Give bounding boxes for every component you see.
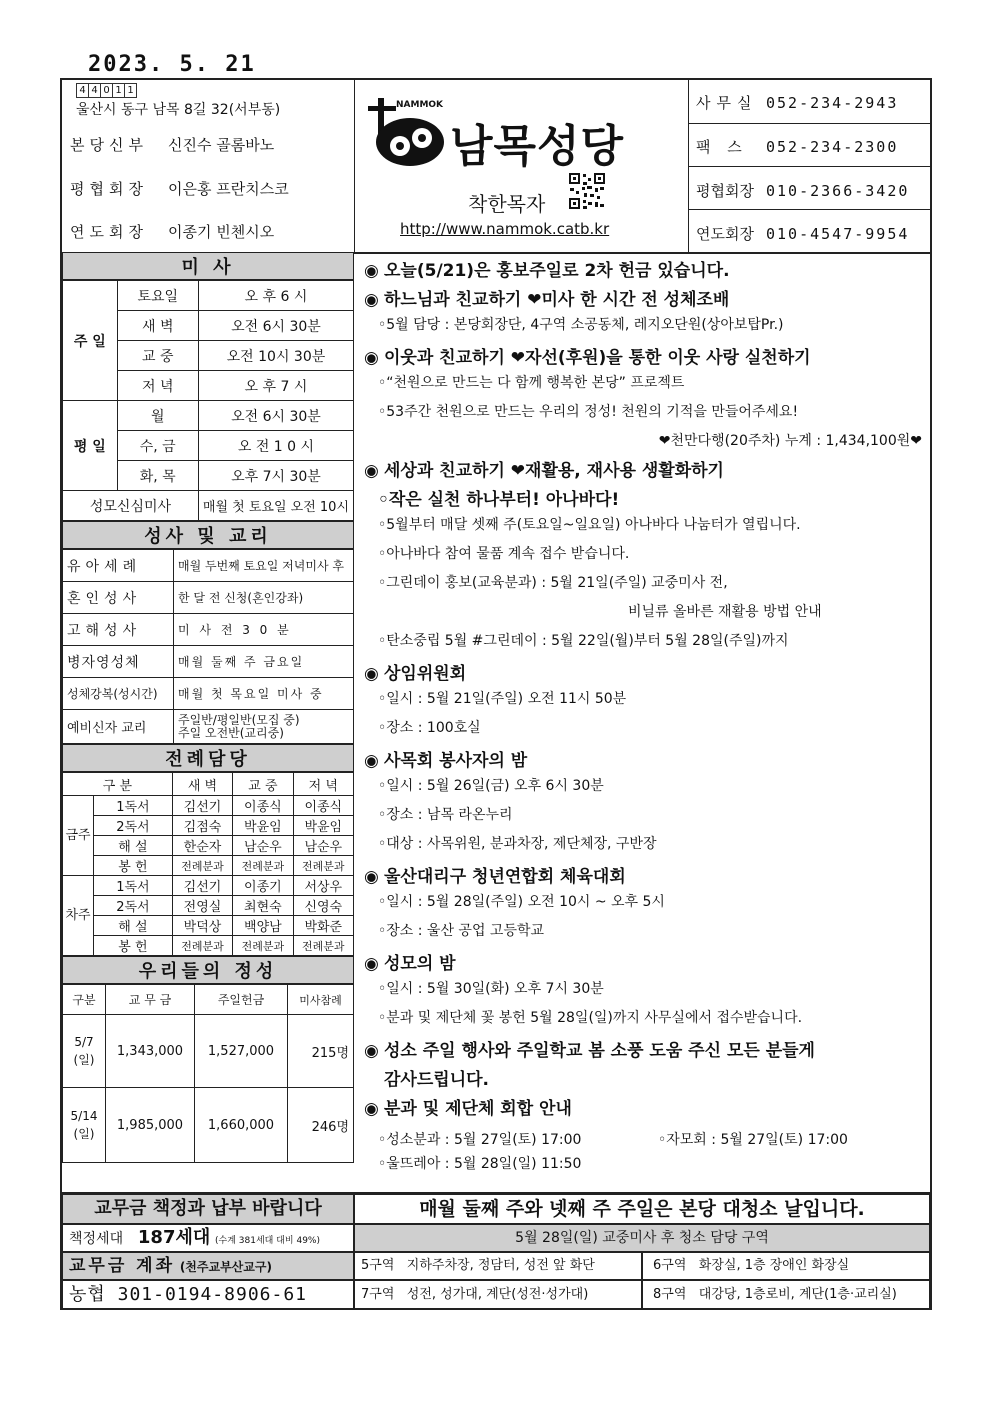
notice-heading-text: 성소 주일 행사와 주일학교 봄 소풍 도움 주신 모든 분들게 xyxy=(384,1041,815,1061)
zone-area: 대강당, 1층로비, 계단(1층·교리실) xyxy=(698,1287,897,1302)
zone-area: 화장실, 1층 장애인 화장실 xyxy=(698,1258,850,1273)
cell: 최현숙 xyxy=(233,896,293,916)
date-text: 5/7 xyxy=(74,1035,94,1049)
sacrament-value: 한 달 전 신청(혼인강좌) xyxy=(174,582,354,614)
cell: 박덕상 xyxy=(172,916,232,936)
offering-dues: 1,343,000 xyxy=(106,1015,195,1088)
cleaning-subtitle: 5월 28일(일) 교중미사 후 청소 담당 구역 xyxy=(354,1224,930,1252)
households-label: 책정세대 xyxy=(69,1231,124,1247)
zone-8 xyxy=(642,1280,930,1310)
mass-time: 오전 6시 30분 xyxy=(198,311,353,341)
postal-code xyxy=(76,83,136,98)
mass-day: 수, 금 xyxy=(117,431,198,461)
sacraments-table xyxy=(62,549,354,744)
qr-code-icon xyxy=(568,172,606,210)
group-label: 차주 xyxy=(63,876,94,956)
mass-day: 토요일 xyxy=(117,281,198,311)
offerings-title: 우리들의 정성 xyxy=(62,956,354,984)
notice-heading-text: 상임위원회 xyxy=(384,664,467,684)
table-row xyxy=(63,401,354,431)
cell: 서상우 xyxy=(293,876,353,896)
role: 2독서 xyxy=(94,896,173,916)
group-label: 금주 xyxy=(63,796,94,876)
table-row xyxy=(63,646,354,678)
column-header: 새 벽 xyxy=(172,773,232,796)
devotion-key: 성모신심미사 xyxy=(63,491,199,521)
contact-key: 사무실 xyxy=(696,94,758,112)
cell: 이종식 xyxy=(233,796,293,816)
sacrament-value: 매월 둘째 주 금요일 xyxy=(174,646,354,678)
cell: 전례분과 xyxy=(172,856,232,876)
notice-line: ◦일시 : 5월 30일(화) 오후 7시 30분 xyxy=(378,981,604,997)
offering-sunday: 1,527,000 xyxy=(195,1015,288,1088)
notice-line: ◦53주간 천원으로 만드는 우리의 정성! 천원의 기적을 만들어주세요! xyxy=(378,404,799,420)
offering-dues: 1,985,000 xyxy=(106,1088,195,1163)
account-title: 교무금 계좌 xyxy=(69,1256,176,1276)
zone-label: 6구역 xyxy=(653,1258,687,1273)
table-row xyxy=(63,816,354,836)
notice-line: ◦자모회 : 5월 27일(토) 17:00 xyxy=(658,1132,848,1148)
cell: 전례분과 xyxy=(293,936,353,956)
notice-heading xyxy=(364,746,527,771)
left-column xyxy=(62,252,354,1163)
bulletin-date: 2023. 5. 21 xyxy=(88,52,256,77)
cell: 신영숙 xyxy=(293,896,353,916)
cell: 전영실 xyxy=(172,896,232,916)
zone-area: 성전, 성가대, 계단(성전·성가대) xyxy=(406,1287,589,1302)
notice-line: ◦아나바다 참여 물품 계속 접수 받습니다. xyxy=(378,546,630,562)
contact-value: 010-4547-9954 xyxy=(766,225,910,243)
header-logo-block xyxy=(354,80,689,252)
cell: 박윤임 xyxy=(293,816,353,836)
sacrament-key: 예비신자 교리 xyxy=(63,710,174,744)
table-row xyxy=(63,916,354,936)
notice-line: ◦일시 : 5월 21일(주일) 오전 11시 50분 xyxy=(378,691,627,707)
offering-attend: 246명 xyxy=(288,1088,354,1163)
notice-line: ◦분과 및 제단체 꽃 봉헌 5월 28일(일)까지 사무실에서 접수받습니다. xyxy=(378,1010,803,1026)
notice-line: ◦일시 : 5월 28일(주일) 오전 10시 ~ 오후 5시 xyxy=(378,894,665,910)
cell: 백양남 xyxy=(233,916,293,936)
table-row xyxy=(63,836,354,856)
table-row xyxy=(63,582,354,614)
bullet-icon: ◉ xyxy=(364,261,379,281)
cell: 이종기 xyxy=(233,876,293,896)
cell: 전례분과 xyxy=(233,936,293,956)
notice-heading-text: 울산대리구 청년연합회 체육대회 xyxy=(384,867,626,887)
mass-day: 화, 목 xyxy=(117,461,198,491)
mass-day: 새 벽 xyxy=(117,311,198,341)
contact-value: 052-234-2300 xyxy=(766,138,899,156)
contact-key: 팩 스 xyxy=(696,138,748,156)
table-row xyxy=(63,281,354,311)
notice-line: ◦5월 담당 : 본당회장단, 4구역 소공동체, 레지오단원(상아보탑Pr.) xyxy=(378,317,784,333)
cleaning-title: 매월 둘째 주와 넷째 주 주일은 본당 대청소 날입니다. xyxy=(354,1194,930,1224)
bottom-section xyxy=(62,1192,930,1310)
weekday-label: 평 일 xyxy=(63,401,118,491)
bullet-icon: ◉ xyxy=(364,461,379,481)
contact-yeondo xyxy=(696,223,909,244)
column-header: 구 분 xyxy=(63,773,173,796)
sacrament-key: 고해성사 xyxy=(63,614,174,646)
mass-time: 오후 7시 30분 xyxy=(198,461,353,491)
table-row xyxy=(63,710,354,744)
table-row xyxy=(63,1088,354,1163)
header-contacts xyxy=(688,80,930,252)
column-header: 구분 xyxy=(63,985,106,1015)
sacraments-title: 성사 및 교리 xyxy=(62,521,354,549)
bullet-icon: ◉ xyxy=(364,867,379,887)
cell: 김점숙 xyxy=(172,816,232,836)
cell: 이종식 xyxy=(293,796,353,816)
column-header: 교 무 금 xyxy=(106,985,195,1015)
mass-day: 교 중 xyxy=(117,341,198,371)
sacrament-key: 병자영성체 xyxy=(63,646,174,678)
sacrament-key: 혼인성사 xyxy=(63,582,174,614)
notice-line: ◦성소분과 : 5월 27일(토) 17:00 xyxy=(378,1132,582,1148)
cell: 전례분과 xyxy=(172,936,232,956)
notice-heading-cont: 감사드립니다. xyxy=(384,1070,489,1090)
motto: 착한목자 xyxy=(468,192,546,216)
table-row xyxy=(63,678,354,710)
date-text: 5/14 xyxy=(70,1109,98,1123)
officer-value: 이종기 빈첸시오 xyxy=(168,223,275,241)
bullet-icon: ◉ xyxy=(364,751,379,771)
role: 해 설 xyxy=(94,836,173,856)
role: 1독서 xyxy=(94,796,173,816)
contact-value: 010-2366-3420 xyxy=(766,182,910,200)
parish-name: 남목성당 xyxy=(450,121,625,172)
notice-heading xyxy=(364,343,811,368)
table-row xyxy=(63,773,354,796)
sacrament-value: 매월 첫 목요일 미사 중 xyxy=(174,678,354,710)
officer-council xyxy=(70,178,289,199)
notice-heading-text: 분과 및 제단체 회합 안내 xyxy=(384,1099,572,1119)
sacrament-key: 성체강복(성시간) xyxy=(63,678,174,710)
table-row xyxy=(63,550,354,582)
table-row xyxy=(63,796,354,816)
bullet-icon: ◉ xyxy=(364,1041,379,1061)
notice-heading-text: 사목회 봉사자의 밤 xyxy=(384,751,528,771)
postal-digit: 4 xyxy=(88,83,101,98)
table-row xyxy=(63,1015,354,1088)
notice-line: ◦장소 : 100호실 xyxy=(378,720,481,736)
column-header: 저 녁 xyxy=(293,773,353,796)
account-owner: (천주교부산교구) xyxy=(179,1260,272,1274)
mass-time: 오 후 7 시 xyxy=(198,371,353,401)
zone-7 xyxy=(354,1280,642,1310)
mass-title: 미 사 xyxy=(62,252,354,280)
offering-date xyxy=(63,1015,106,1088)
header xyxy=(62,80,930,254)
role: 1독서 xyxy=(94,876,173,896)
notices-column xyxy=(356,252,930,1192)
notice-heading-text: 이웃과 친교하기 ❤자선(후원)을 통한 이웃 사랑 실천하기 xyxy=(384,348,811,368)
notice-line: ◦울뜨레아 : 5월 28일(일) 11:50 xyxy=(378,1156,582,1172)
officer-key: 본당신부 xyxy=(70,136,148,154)
households-note: (수계 381세대 대비 49%) xyxy=(215,1236,320,1246)
logo-small-text: NAMMOK xyxy=(396,100,444,110)
zone-6 xyxy=(642,1252,930,1280)
notice-line: ◦대상 : 사목위원, 분과차장, 제단체장, 구반장 xyxy=(378,836,657,852)
mass-table xyxy=(62,280,354,521)
notice-line: ◦장소 : 울산 공업 고등학교 xyxy=(378,923,545,939)
notice-line: ◦“천원으로 만드는 다 함께 행복한 본당” 프로젝트 xyxy=(378,375,685,391)
day-text: (일) xyxy=(73,1053,95,1067)
bullet-icon: ◉ xyxy=(364,954,379,974)
notice-heading xyxy=(364,1036,815,1061)
dues-title: 교무금 책정과 납부 바랍니다 xyxy=(62,1194,354,1224)
bullet-icon: ◉ xyxy=(364,348,379,368)
table-row xyxy=(63,856,354,876)
officer-yeondo xyxy=(70,221,274,242)
mass-time: 오전 6시 30분 xyxy=(198,401,353,431)
households-row xyxy=(62,1224,354,1252)
notice-heading xyxy=(364,456,724,481)
zone-label: 5구역 xyxy=(361,1258,395,1273)
officer-key: 연도회장 xyxy=(70,223,148,241)
contact-key: 평협회장 xyxy=(696,182,754,200)
notice-line: ◦그린데이 홍보(교육분과) : 5월 21일(주일) 교중미사 전, xyxy=(378,575,728,591)
sacrament-value: 주일 오전반(교리중) xyxy=(178,725,284,740)
zone-area: 지하주차장, 정담터, 성전 앞 화단 xyxy=(406,1258,595,1273)
notice-heading xyxy=(364,659,466,684)
cell: 전례분과 xyxy=(233,856,293,876)
contact-fax xyxy=(696,136,898,157)
sacrament-key: 유아세례 xyxy=(63,550,174,582)
cell: 남순우 xyxy=(233,836,293,856)
liturgy-title: 전례담당 xyxy=(62,744,354,772)
account-title-row xyxy=(62,1252,354,1280)
contact-value: 052-234-2943 xyxy=(766,94,899,112)
offering-sunday: 1,660,000 xyxy=(195,1088,288,1163)
notice-heading xyxy=(364,256,730,281)
offering-attend: 215명 xyxy=(288,1015,354,1088)
notice-line-cont: 비닐류 올바른 재활용 방법 안내 xyxy=(628,604,822,620)
postal-digit: 4 xyxy=(76,83,89,98)
mass-time: 오전 10시 30분 xyxy=(198,341,353,371)
column-header: 교 중 xyxy=(233,773,293,796)
notice-heading xyxy=(364,285,729,310)
bullet-icon: ◉ xyxy=(364,1099,379,1119)
table-row xyxy=(63,936,354,956)
sacrament-value: 매월 두번째 토요일 저녁미사 후 xyxy=(174,550,354,582)
contact-council xyxy=(696,180,909,201)
devotion-value: 매월 첫 토요일 오전 10시 xyxy=(198,491,353,521)
notice-total: ❤천만다행(20주차) 누계 : 1,434,100원❤ xyxy=(658,433,922,449)
mass-time: 오 후 6 시 xyxy=(198,281,353,311)
notice-line: ◦작은 실천 하나부터! 아나바다! xyxy=(378,490,620,510)
account-number: 농협 301-0194-8906-61 xyxy=(62,1280,354,1310)
notice-line: ◦5월부터 매달 셋째 주(토요일~일요일) 아나바다 나눔터가 열립니다. xyxy=(378,517,801,533)
table-row xyxy=(63,876,354,896)
notice-line: ◦탄소중립 5월 #그린데이 : 5월 22일(월)부터 5월 28일(주일)까지 xyxy=(378,633,789,649)
notice-heading-text: 오늘(5/21)은 홍보주일로 2차 헌금 있습니다. xyxy=(384,261,730,281)
header-address-block xyxy=(62,80,355,252)
zone-label: 7구역 xyxy=(361,1287,395,1302)
divider xyxy=(688,209,930,210)
notice-heading xyxy=(364,1094,572,1119)
notice-line-pair xyxy=(378,1129,848,1149)
table-row xyxy=(63,985,354,1015)
divider xyxy=(688,123,930,124)
postal-digit: 1 xyxy=(112,83,125,98)
mass-time: 오 전 1 0 시 xyxy=(198,431,353,461)
notice-heading xyxy=(364,862,626,887)
divider xyxy=(688,166,930,167)
role: 봉 헌 xyxy=(94,936,173,956)
website-link[interactable]: http://www.nammok.catb.kr xyxy=(400,220,610,238)
notice-heading-text: 성모의 밤 xyxy=(384,954,456,974)
offering-date xyxy=(63,1088,106,1163)
mass-day: 월 xyxy=(117,401,198,431)
cell: 김선기 xyxy=(172,796,232,816)
role: 2독서 xyxy=(94,816,173,836)
liturgy-table xyxy=(62,772,354,956)
column-header: 주일헌금 xyxy=(195,985,288,1015)
officer-pastor xyxy=(70,134,274,155)
sacrament-value: 주일반/평일반(모집 중) xyxy=(178,712,300,727)
cell: 전례분과 xyxy=(293,856,353,876)
cell: 박화준 xyxy=(293,916,353,936)
sacrament-value-group xyxy=(174,710,354,744)
officer-key: 평협회장 xyxy=(70,180,148,198)
contact-office xyxy=(696,92,898,113)
cell: 한순자 xyxy=(172,836,232,856)
postal-digit: 0 xyxy=(100,83,113,98)
sunday-label: 주 일 xyxy=(63,281,118,401)
role: 해 설 xyxy=(94,916,173,936)
notice-heading-text: 세상과 친교하기 ❤재활용, 재사용 생활화하기 xyxy=(384,461,724,481)
mass-day: 저 녁 xyxy=(117,371,198,401)
officer-value: 신진수 골롬바노 xyxy=(168,136,275,154)
cell: 박윤임 xyxy=(233,816,293,836)
postal-digit: 1 xyxy=(124,83,137,98)
cell: 김선기 xyxy=(172,876,232,896)
role: 봉 헌 xyxy=(94,856,173,876)
notice-line: ◦장소 : 남목 라온누리 xyxy=(378,807,513,823)
zone-5 xyxy=(354,1252,642,1280)
day-text: (일) xyxy=(73,1127,95,1141)
column-header: 미사참례 xyxy=(288,985,354,1015)
households-value: 187세대 xyxy=(137,1227,211,1248)
bullet-icon: ◉ xyxy=(364,664,379,684)
table-row xyxy=(63,614,354,646)
zone-label: 8구역 xyxy=(653,1287,687,1302)
address: 울산시 동구 남목 8길 32(서부동) xyxy=(76,102,281,118)
offerings-table xyxy=(62,984,354,1163)
officer-value: 이은홍 프란치스코 xyxy=(168,180,289,198)
contact-key: 연도회장 xyxy=(696,225,754,243)
notice-heading-text: 하느님과 친교하기 ❤미사 한 시간 전 성체조배 xyxy=(384,290,730,310)
table-row xyxy=(63,491,354,521)
notice-line: ◦일시 : 5월 26일(금) 오후 6시 30분 xyxy=(378,778,604,794)
notice-heading xyxy=(364,949,456,974)
sacrament-value: 미 사 전 3 0 분 xyxy=(174,614,354,646)
bullet-icon: ◉ xyxy=(364,290,379,310)
table-row xyxy=(63,896,354,916)
cell: 남순우 xyxy=(293,836,353,856)
